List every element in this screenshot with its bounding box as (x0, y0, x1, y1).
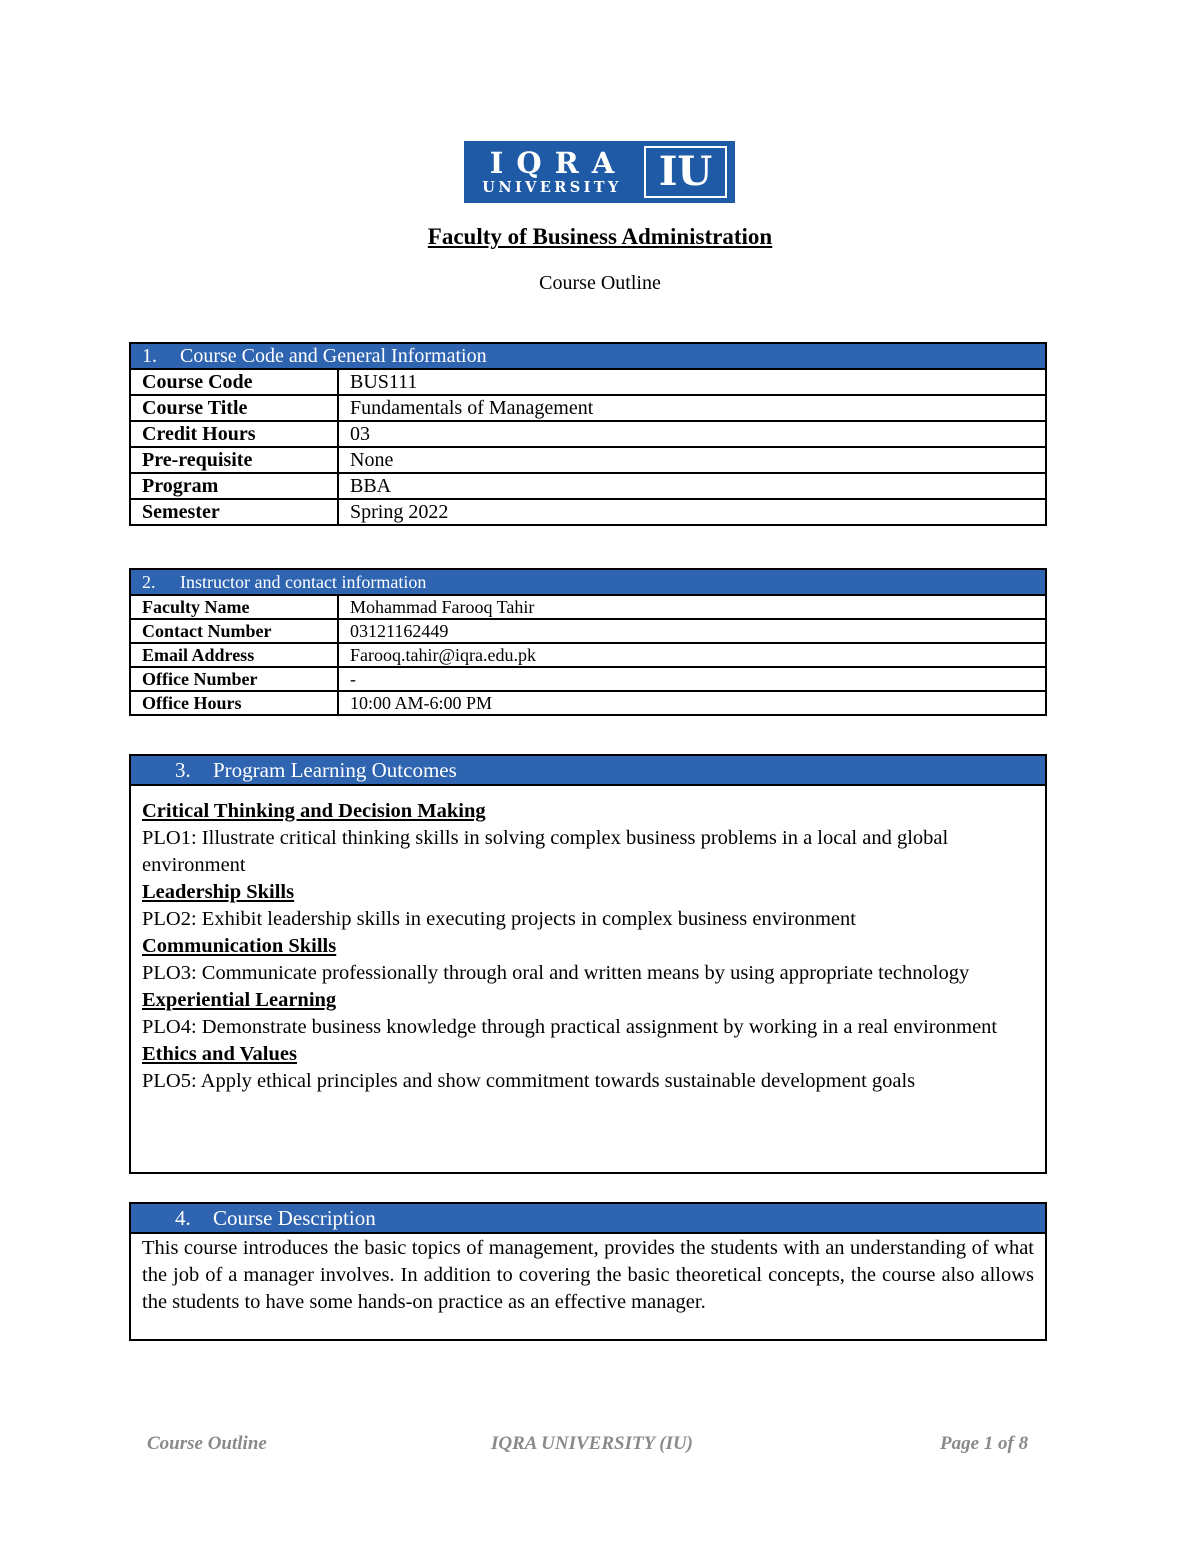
plo-text: PLO1: Illustrate critical thinking skills in solving complex business problems in a local and global environment (142, 827, 949, 876)
footer-page (940, 1433, 1028, 1455)
row-value: BUS111 (338, 369, 1046, 395)
logo-wordmark (464, 141, 640, 203)
table-row (130, 691, 1046, 715)
program-learning-outcomes (129, 754, 1047, 1174)
row-value: 03 (338, 421, 1046, 447)
row-value: 03121162449 (338, 619, 1046, 643)
row-label: Semester (130, 499, 338, 525)
section-title: Instructor and contact information (180, 571, 427, 592)
section-number: 4. (175, 1206, 191, 1230)
section-4-header (131, 1204, 1045, 1234)
table-row (130, 667, 1046, 691)
row-value: Fundamentals of Management (338, 395, 1046, 421)
table-row (130, 369, 1046, 395)
description-text: This course introduces the basic topics of management, provides the students with an understanding of what the job of a manager involves. In addition to covering the basic theoretical concepts, the course also allows the students to have some hands-on practice as an effective manager. (142, 1237, 1034, 1313)
faculty-title: Faculty of Business Administration (427, 224, 773, 249)
logo-subword: UNIVERSITY (482, 179, 622, 196)
row-value: Mohammad Farooq Tahir (338, 595, 1046, 619)
instructor-info-table (129, 568, 1047, 716)
university-logo (464, 141, 735, 203)
course-info-table (129, 342, 1047, 526)
row-value: BBA (338, 473, 1046, 499)
plo-category: Ethics and Values (142, 1043, 297, 1065)
table-row (130, 643, 1046, 667)
row-label: Faculty Name (130, 595, 338, 619)
logo-word: IQRA (489, 146, 628, 180)
section-1-header (130, 343, 1046, 369)
row-value: Farooq.tahir@iqra.edu.pk (338, 643, 1046, 667)
section-2-header (130, 569, 1046, 595)
page-current: 1 (983, 1433, 994, 1454)
row-value: 10:00 AM-6:00 PM (338, 691, 1046, 715)
section-number: 3. (175, 758, 191, 782)
row-label: Credit Hours (130, 421, 338, 447)
row-label: Office Hours (130, 691, 338, 715)
table-row (130, 473, 1046, 499)
footer-left: Course Outline (147, 1433, 267, 1454)
row-label: Contact Number (130, 619, 338, 643)
row-label: Email Address (130, 643, 338, 667)
footer-center: IQRA UNIVERSITY (IU) (491, 1433, 694, 1454)
section-title: Course Code and General Information (180, 344, 487, 367)
plo-text: PLO5: Apply ethical principles and show commitment towards sustainable development goals (142, 1070, 916, 1092)
table-row (130, 499, 1046, 525)
plo-category: Experiential Learning (142, 989, 337, 1011)
plo-category: Leadership Skills (142, 881, 295, 903)
section-number: 2. (142, 571, 156, 592)
section-3-header (131, 756, 1045, 786)
table-row (130, 595, 1046, 619)
row-label: Office Number (130, 667, 338, 691)
row-label: Course Title (130, 395, 338, 421)
row-label: Course Code (130, 369, 338, 395)
table-row (130, 619, 1046, 643)
page-total: 8 (1018, 1433, 1029, 1454)
section-title: Course Description (213, 1206, 376, 1230)
plo-text: PLO2: Exhibit leadership skills in executing projects in complex business environment (142, 908, 856, 930)
document-subtitle: Course Outline (539, 272, 661, 294)
plo-text: PLO3: Communicate professionally through oral and written means by using appropriate technology (142, 962, 970, 984)
row-value: Spring 2022 (338, 499, 1046, 525)
plo-category: Communication Skills (142, 935, 337, 957)
plo-text: PLO4: Demonstrate business knowledge through practical assignment by working in a real environment (142, 1016, 998, 1038)
table-row (130, 447, 1046, 473)
plo-category: Critical Thinking and Decision Making (142, 800, 486, 822)
table-row (130, 395, 1046, 421)
row-label: Pre-requisite (130, 447, 338, 473)
page-mid: of (993, 1433, 1019, 1454)
section-number: 1. (142, 344, 157, 367)
row-label: Program (130, 473, 338, 499)
plo-list (131, 786, 1045, 1095)
section-title: Program Learning Outcomes (213, 758, 457, 782)
row-value: None (338, 447, 1046, 473)
table-row (130, 421, 1046, 447)
page-prefix: Page (940, 1433, 984, 1454)
row-value: - (338, 667, 1046, 691)
logo-mark: IU (644, 146, 727, 198)
course-description (129, 1202, 1047, 1341)
